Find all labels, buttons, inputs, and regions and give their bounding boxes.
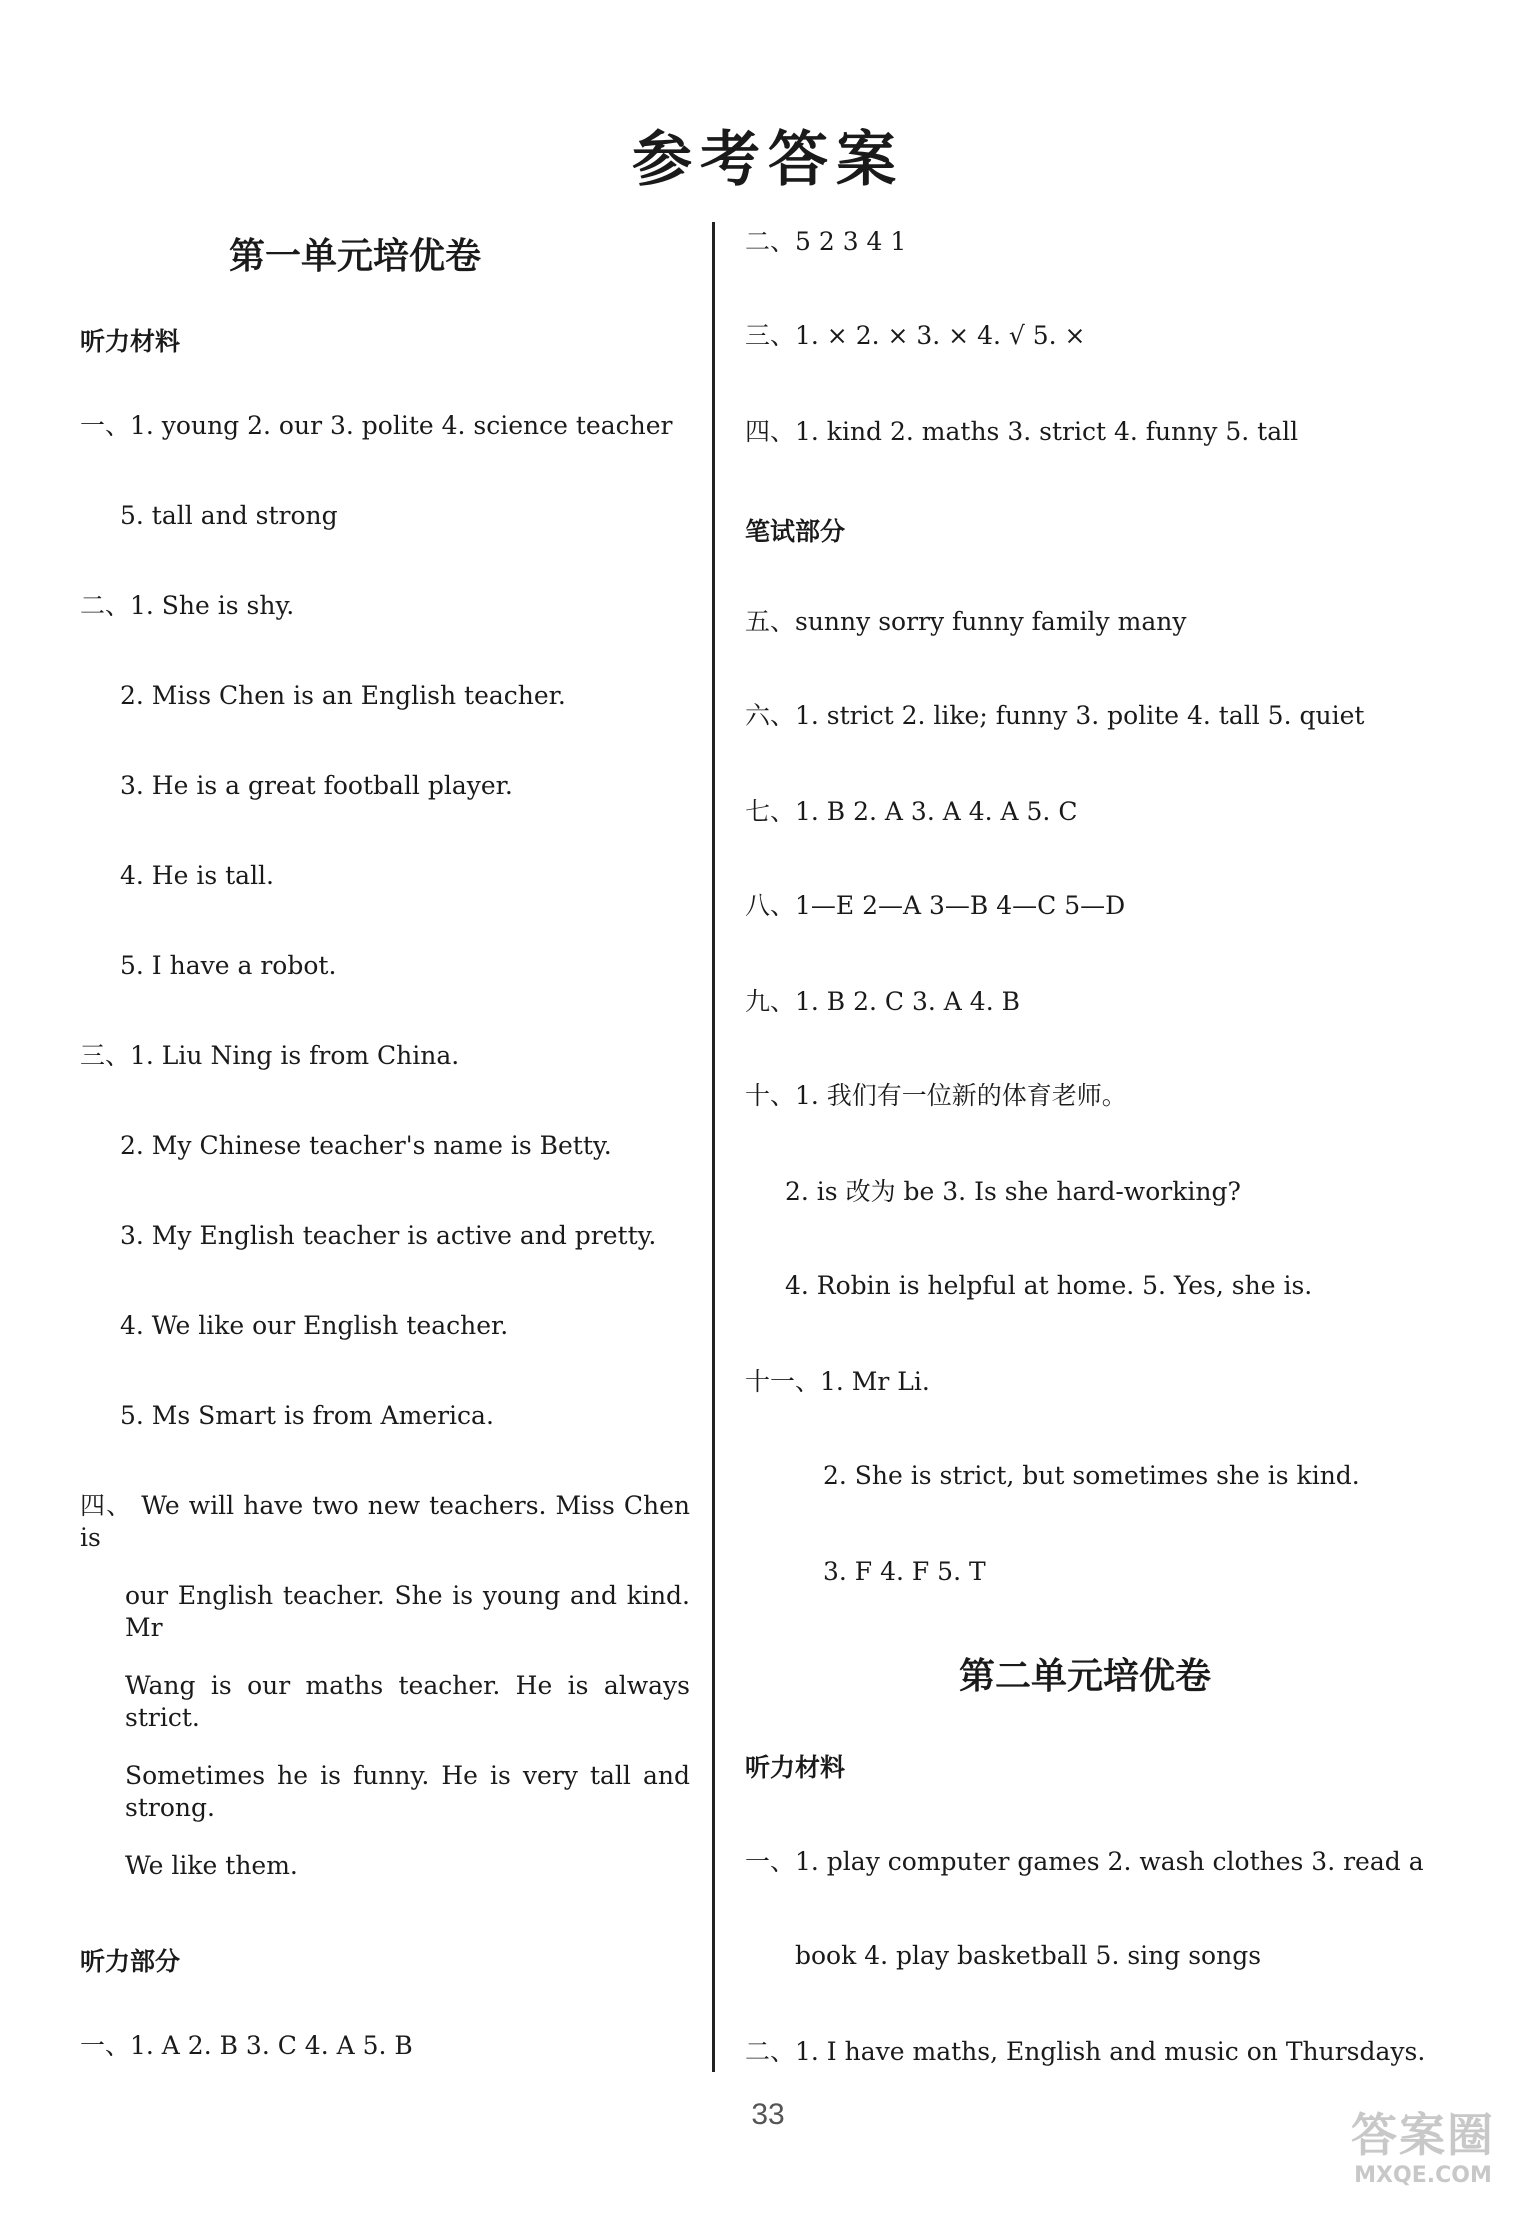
- answer-line: 六、1. strict 2. like; funny 3. polite 4. tall 5. quiet: [745, 701, 1365, 730]
- answer-line: 4. He is tall.: [120, 861, 275, 890]
- answer-line: 5. Ms Smart is from America.: [120, 1401, 494, 1430]
- answer-line: 2. is 改为 be 3. Is she hard-working?: [785, 1177, 1241, 1206]
- answer-line: 2. Miss Chen is an English teacher.: [120, 681, 566, 710]
- page-title: 参考答案: [632, 125, 904, 195]
- answer-line: 5. tall and strong: [120, 501, 338, 530]
- passage-line: Sometimes he is funny. He is very tall and strong.: [125, 1761, 690, 1822]
- answer-line: 2. My Chinese teacher's name is Betty.: [120, 1131, 612, 1160]
- answer-line: 四、1. kind 2. maths 3. strict 4. funny 5. tall: [745, 417, 1299, 446]
- watermark-text: 答案圈: [1351, 2108, 1495, 2162]
- answer-line: 二、5 2 3 4 1: [745, 227, 907, 256]
- page-number: 33: [751, 2098, 785, 2131]
- answer-line: 五、sunny sorry funny family many: [745, 607, 1187, 636]
- answer-line: 二、1. She is shy.: [80, 591, 295, 620]
- answer-line: 七、1. B 2. A 3. A 4. A 5. C: [745, 797, 1078, 826]
- answer-line: 一、1. young 2. our 3. polite 4. science teacher: [80, 411, 673, 440]
- answer-line: 八、1—E 2—A 3—B 4—C 5—D: [745, 891, 1126, 920]
- unit1-title: 第一单元培优卷: [228, 236, 481, 277]
- answer-line: 3. My English teacher is active and pretty.: [120, 1221, 657, 1250]
- passage-line: 四、 We will have two new teachers. Miss Chen is: [80, 1491, 690, 1552]
- answer-line: 5. I have a robot.: [120, 951, 337, 980]
- column-divider: [712, 222, 715, 2072]
- passage-line: Wang is our maths teacher. He is always strict.: [125, 1671, 690, 1732]
- answer-line: 3. F 4. F 5. T: [823, 1557, 986, 1586]
- answer-line: 十、1. 我们有一位新的体育老师。: [745, 1081, 1127, 1110]
- listening-material-heading: 听力材料: [80, 327, 181, 356]
- unit2-title: 第二单元培优卷: [958, 1656, 1211, 1697]
- answer-line: 一、1. play computer games 2. wash clothes 3. read a: [745, 1847, 1424, 1876]
- answer-line: book 4. play basketball 5. sing songs: [795, 1941, 1262, 1970]
- answer-line: 2. She is strict, but sometimes she is kind.: [823, 1461, 1360, 1490]
- answer-line: 十一、1. Mr Li.: [745, 1367, 930, 1396]
- written-part-heading: 笔试部分: [745, 517, 846, 546]
- answer-line: 三、1. × 2. × 3. × 4. √ 5. ×: [745, 321, 1086, 350]
- listening-part-heading: 听力部分: [80, 1947, 181, 1976]
- answer-line: 4. We like our English teacher.: [120, 1311, 509, 1340]
- answer-line: 3. He is a great football player.: [120, 771, 513, 800]
- watermark-url: MXQE.COM: [1354, 2163, 1492, 2188]
- watermark-logo: [1328, 2108, 1518, 2204]
- unit2-listening-heading: 听力材料: [745, 1753, 846, 1782]
- answer-line: 三、1. Liu Ning is from China.: [80, 1041, 460, 1070]
- answer-line: 九、1. B 2. C 3. A 4. B: [745, 987, 1020, 1016]
- answer-line: 4. Robin is helpful at home. 5. Yes, she is.: [785, 1271, 1313, 1300]
- passage-line: We like them.: [125, 1851, 298, 1880]
- answer-line: 二、1. I have maths, English and music on Thursdays.: [745, 2037, 1426, 2066]
- answer-line: 一、1. A 2. B 3. C 4. A 5. B: [80, 2031, 413, 2060]
- passage-line: our English teacher. She is young and kind. Mr: [125, 1581, 690, 1642]
